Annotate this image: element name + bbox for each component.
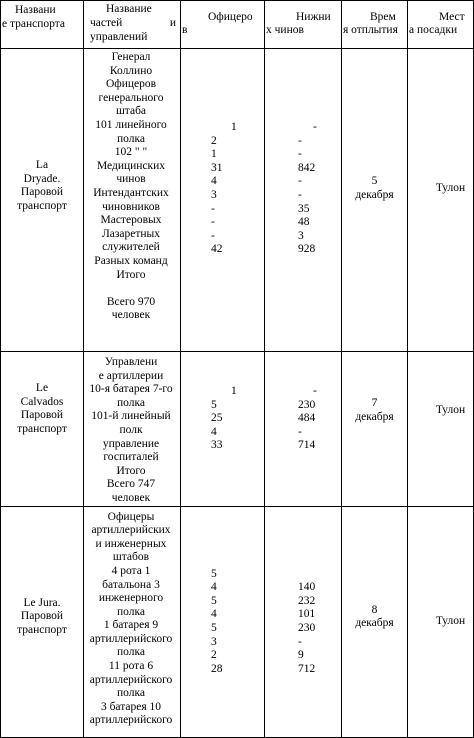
list-item: полка: [116, 646, 145, 659]
list-item: Генерал: [111, 51, 151, 63]
list-item: 101-й линейный: [91, 410, 171, 423]
departure-time-cell: [342, 352, 408, 507]
boarding-place: Тулон: [435, 404, 466, 416]
list-item: артиллерийского: [89, 632, 173, 645]
lower-ranks-count: -: [298, 148, 302, 161]
lower-ranks-count: 230: [298, 398, 316, 411]
list-item: полка: [116, 687, 145, 700]
boarding-place: Тулон: [435, 182, 466, 194]
header-parts: [84, 1, 181, 49]
officers-count: 33: [211, 439, 223, 452]
transport-name: La: [35, 159, 49, 171]
transport-type: транспорт: [17, 422, 67, 435]
transport-cell: [1, 506, 84, 737]
parts-cell: [84, 506, 181, 737]
list-item: инженерного: [98, 592, 164, 605]
list-item: штабов: [112, 551, 150, 564]
list-item: генерального: [98, 91, 164, 104]
header-time-line-2: я отплытия: [343, 24, 398, 36]
lower-ranks-count: -: [298, 175, 302, 188]
table-row: [1, 49, 474, 352]
list-item: человек: [111, 491, 151, 504]
header-place-line-1: Мест: [439, 11, 465, 23]
officers-count: -: [211, 202, 215, 215]
lower-ranks-count: 35: [298, 202, 310, 215]
list-item: артиллерийских: [91, 524, 171, 537]
list-item: е артиллерии: [98, 369, 164, 382]
list-item: полк: [119, 423, 143, 436]
officers-count: 2: [211, 134, 217, 147]
list-item: [88, 282, 174, 296]
list-item: 1 батарея 9: [103, 619, 159, 632]
lower-ranks-count: -: [298, 425, 302, 438]
list-item: 4 рота 1: [111, 564, 151, 577]
lower-ranks-count: 101: [298, 608, 316, 621]
lower-ranks-count: 232: [298, 594, 316, 607]
header-time-line-1: Врем: [370, 11, 396, 23]
header-boarding-place: [408, 1, 474, 49]
header-parts-line-1: Название: [106, 3, 152, 15]
list-item: Всего 970: [106, 295, 156, 308]
officers-count: 5: [211, 567, 217, 580]
lower-ranks-count: -: [298, 134, 302, 147]
list-item: чиновников: [102, 200, 160, 213]
lower-ranks-count: 3: [298, 229, 304, 242]
transport-type: Паровой: [20, 409, 64, 422]
header-parts-line-2: частей и: [90, 17, 176, 29]
parts-cell: [84, 49, 181, 352]
header-officers-line-2: в: [182, 24, 188, 36]
list-item: полка: [116, 396, 145, 409]
lower-ranks-count: 140: [298, 581, 316, 594]
list-item: Коллино: [109, 64, 153, 77]
header-officers-line-1: Офицеро: [208, 11, 253, 23]
departure-day: 5: [371, 175, 378, 187]
officers-count: 42: [211, 243, 223, 256]
lower-ranks-cell: [265, 49, 342, 352]
lower-ranks-count: 928: [298, 243, 316, 256]
lower-ranks-count: 842: [298, 161, 316, 174]
header-lower-ranks: [265, 1, 342, 49]
transport-cell: [1, 352, 84, 507]
lower-ranks-count: -: [313, 121, 317, 133]
officers-count: 31: [211, 161, 223, 174]
list-item: служителей: [102, 241, 160, 254]
header-officers: [181, 1, 265, 49]
header-transport-line-2: е транспорта: [2, 18, 66, 30]
list-item: Офицеры: [107, 510, 155, 523]
header-transport-line-1: Названи: [15, 4, 56, 16]
officers-cell: [181, 506, 265, 737]
list-item: 10-я батарея 7-го: [89, 383, 173, 396]
transport-name: Le: [35, 382, 49, 394]
header-departure-time: [342, 1, 408, 49]
list-item: полка: [116, 132, 145, 145]
boarding-place-cell: [408, 49, 474, 352]
lower-ranks-count: -: [298, 635, 302, 648]
list-item: Итого: [116, 464, 146, 477]
transport-name: Dryade.: [23, 172, 61, 185]
list-item: 101 линейного: [95, 118, 167, 131]
list-item: Всего 747: [106, 478, 156, 491]
header-row: [1, 1, 474, 49]
officers-count: 3: [211, 635, 217, 648]
lower-ranks-count: 712: [298, 662, 316, 675]
list-item: артиллерийского: [89, 714, 173, 727]
transport-name: Calvados: [20, 395, 64, 408]
list-item: человек: [111, 309, 151, 322]
lower-ranks-count: 484: [298, 412, 316, 425]
officers-count: 25: [211, 412, 223, 425]
list-item: Итого: [116, 268, 146, 281]
officers-count: 4: [211, 175, 217, 188]
departure-month: декабря: [355, 410, 394, 423]
officers-cell: [181, 49, 265, 352]
list-item: чинов: [116, 173, 146, 186]
lower-ranks-count: 48: [298, 216, 310, 229]
lower-ranks-count: [298, 568, 315, 582]
list-item: Интендантских: [93, 186, 169, 199]
officers-count: 4: [211, 581, 217, 594]
officers-count: 5: [211, 398, 217, 411]
list-item: Мастеровых: [100, 214, 162, 227]
list-item: штаба: [115, 105, 147, 118]
list-item: Разных команд: [94, 254, 168, 267]
officers-count: 2: [211, 649, 217, 662]
lower-ranks-cell: [265, 352, 342, 507]
departure-day: 8: [371, 603, 378, 616]
parts-cell: [84, 352, 181, 507]
officers-count: 28: [211, 662, 223, 675]
list-item: Медицинских: [96, 159, 166, 172]
departure-month: декабря: [355, 188, 394, 201]
list-item: управление: [102, 437, 160, 450]
boarding-place-cell: [408, 506, 474, 737]
officers-count: 4: [211, 608, 217, 621]
transport-type: Паровой: [20, 186, 64, 199]
departure-day: 7: [371, 397, 378, 409]
list-item: Лазаретных: [101, 227, 161, 240]
departure-time-cell: [342, 49, 408, 352]
lower-ranks-count: 9: [298, 649, 304, 662]
table-row: [1, 352, 474, 507]
list-item: и инженерных: [95, 537, 167, 550]
transport-type: транспорт: [17, 623, 67, 636]
officers-count: 1: [231, 385, 237, 397]
header-place-line-2: а посадки: [409, 24, 458, 36]
list-item: артиллерийского: [89, 673, 173, 686]
lower-ranks-count: 714: [298, 439, 316, 452]
header-transport: [1, 1, 84, 49]
header-lower-line-2: х чинов: [266, 24, 304, 36]
header-lower-line-1: Нижни: [296, 11, 331, 23]
list-item: полка: [116, 605, 145, 618]
table-row: [1, 506, 474, 737]
departure-month: декабря: [355, 617, 394, 630]
officers-count: 1: [231, 121, 237, 133]
list-item: госпиталей: [103, 451, 159, 464]
list-item: батальона 3: [102, 578, 160, 591]
officers-count: 5: [211, 621, 217, 634]
list-item: Офицеров: [105, 78, 157, 91]
lower-ranks-count: -: [313, 385, 317, 397]
officers-cell: [181, 352, 265, 507]
officers-count: 1: [211, 148, 217, 161]
officers-count: -: [211, 229, 215, 242]
list-item: Управлени: [104, 356, 158, 368]
lower-ranks-count: -: [298, 188, 302, 201]
list-item: 11 рота 6: [108, 660, 154, 673]
list-item: 3 батарея 10: [100, 700, 162, 713]
departure-time-cell: [342, 506, 408, 737]
transport-type: транспорт: [17, 199, 67, 212]
transport-type: Паровой: [20, 610, 64, 623]
officers-count: -: [211, 216, 215, 229]
officers-count: 3: [211, 188, 217, 201]
boarding-place: Тулон: [435, 614, 466, 627]
lower-ranks-count: 230: [298, 621, 316, 634]
list-item: 102 " ": [114, 146, 148, 159]
transport-cell: [1, 49, 84, 352]
header-parts-line-3: управлений: [90, 31, 148, 43]
lower-ranks-cell: [265, 506, 342, 737]
boarding-place-cell: [408, 352, 474, 507]
officers-count: 5: [211, 594, 217, 607]
officers-count: 4: [211, 425, 217, 438]
transport-name: Le Jura.: [23, 596, 61, 609]
